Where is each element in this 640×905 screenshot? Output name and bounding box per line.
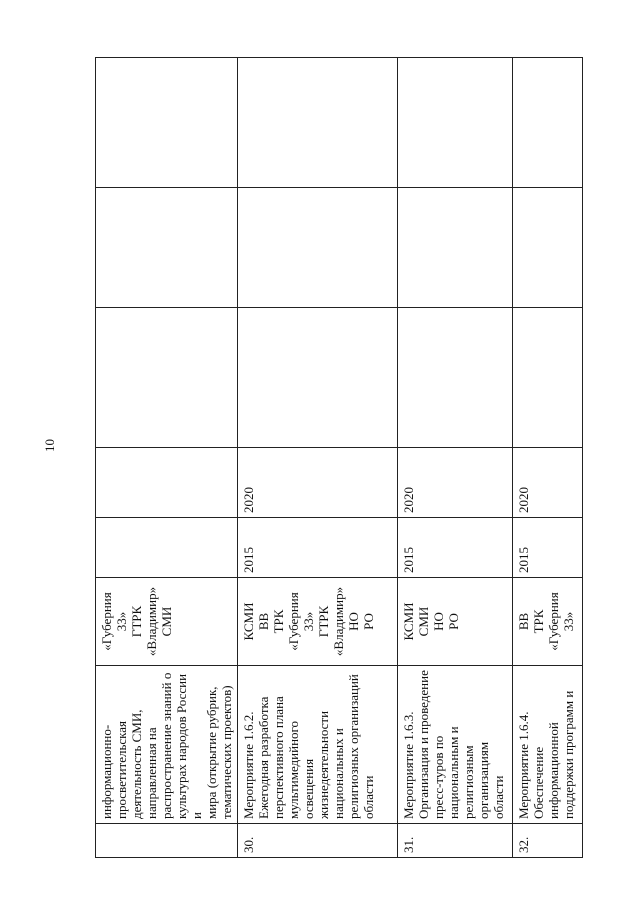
table-row: [238, 58, 398, 858]
row-description: Мероприятие 1.6.4. Обеспечение информационной поддержки программ и: [513, 666, 583, 824]
row-organizations: ВВ ТРК «Губерния 33»: [513, 578, 583, 666]
row-start-year: [96, 518, 238, 578]
empty-cell: [398, 188, 513, 308]
row-start-year: 2015: [238, 518, 398, 578]
row-organizations: «Губерния 33» ГТРК «Владимир» СМИ: [96, 578, 238, 666]
row-end-year: [96, 448, 238, 518]
row-number: 30.: [238, 824, 398, 858]
empty-cell: [238, 188, 398, 308]
row-end-year: 2020: [398, 448, 513, 518]
row-number: 32.: [513, 824, 583, 858]
row-organizations: КСМИ ВВ ТРК «Губерния 33» ГТРК «Владимир» НО РО: [238, 578, 398, 666]
row-number: [96, 824, 238, 858]
row-description: информационно- просветительская деятельность СМИ, направленная на распространение знаний о культурах народов России и мира (открытие рубрик, тематических проектов): [96, 666, 238, 824]
empty-cell: [513, 308, 583, 448]
empty-cell: [96, 188, 238, 308]
empty-cell: [398, 58, 513, 188]
empty-cell: [238, 308, 398, 448]
table-row: [96, 58, 238, 858]
empty-cell: [513, 58, 583, 188]
measures-table: [95, 57, 583, 858]
table-row: [513, 58, 583, 858]
empty-cell: [238, 58, 398, 188]
empty-cell: [96, 308, 238, 448]
row-number: 31.: [398, 824, 513, 858]
row-start-year: 2015: [398, 518, 513, 578]
empty-cell: [513, 188, 583, 308]
row-end-year: 2020: [238, 448, 398, 518]
empty-cell: [96, 58, 238, 188]
row-organizations: КСМИ СМИ НО РО: [398, 578, 513, 666]
row-end-year: 2020: [513, 448, 583, 518]
empty-cell: [398, 308, 513, 448]
row-description: Мероприятие 1.6.2. Ежегодная разработка перспективного плана мультимедийного освещения жизнедеятельности национальных и религиозных организаций области: [238, 666, 398, 824]
rotated-table-wrapper: [95, 58, 580, 858]
row-description: Мероприятие 1.6.3. Организация и проведение пресс-туров по национальным и религиозным организациям области: [398, 666, 513, 824]
table-row: [398, 58, 513, 858]
row-start-year: 2015: [513, 518, 583, 578]
page-number: 10: [42, 439, 57, 452]
